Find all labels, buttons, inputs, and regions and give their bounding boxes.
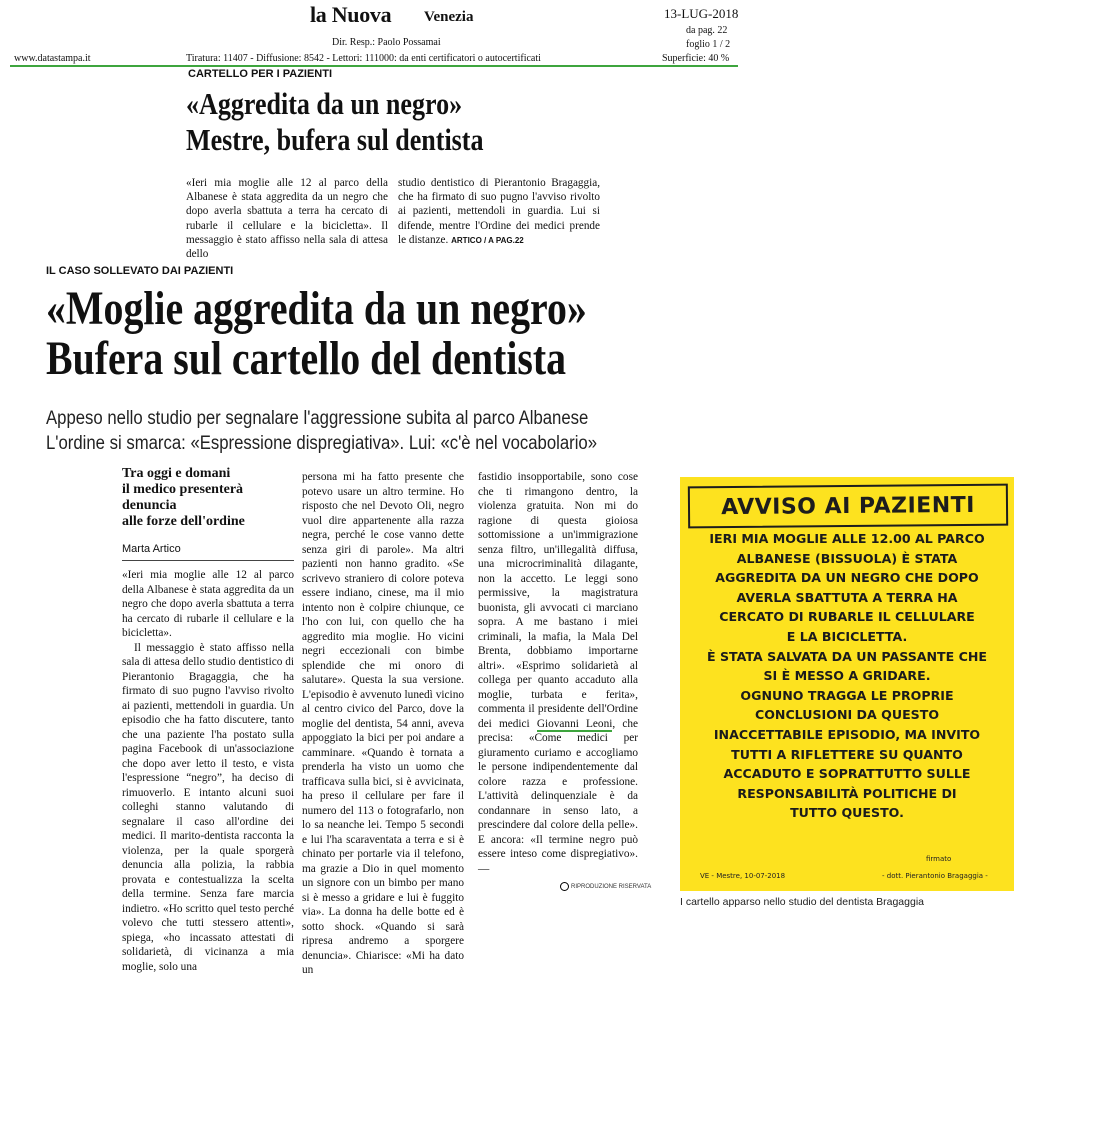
photo-caption: I cartello apparso nello studio del dentista Bragaggia (680, 896, 924, 908)
notice-line: ALBANESE (BISSUOLA) È STATA (736, 550, 958, 566)
column-1-paragraph-1: «Ieri mia moglie alle 12 al parco della Albanese è stata aggredita da un negro che dopo averla sbattuta a terra ha cercato di rubarle il cellulare e la bicicletta». (122, 569, 294, 639)
masthead: la Nuova (310, 2, 392, 27)
column-3-text-after: , che precisa: «Come medici per giuramento curiamo e accogliamo le persone indipendentemente dal colore razza e professione. L'attività delinquenziale è da condannare in senso lato, a prescindere dal colore della pelle». E ancora: «Il termine negro può essere inteso come dispregiativo». — (478, 717, 638, 875)
teaser-title-line1: «Aggredita da un negro» (186, 86, 463, 121)
notice-line: ACCADUTO E SOPRATTUTTO SULLE (723, 766, 971, 782)
article-kicker: IL CASO SOLLEVATO DAI PAZIENTI (46, 265, 234, 277)
column-2-paragraph: persona mi ha fatto presente che potevo usare un altro termine. Ho risposto che nel Devoto Oli, negro vuol dire appartenente alla razza negra, perché le cose vanno dette senza giri di parole». Ma altri pazienti non hanno gradito. «Se scrivevo straniero di colore poteva essere indiano, cinese, ma il mio intento non è colpire chiunque, ce l'ho con lui, con quello che ha aggredito mia moglie. Ho vicini negri eccezionali con bimbe splendide che mi onoro di salutare». Questa la sua versione. L'episodio è avvenuto lunedì vicino al centro civico del Parco, dove la moglie del dentista, 54 anni, aveva appoggiato la bici per poi andare a camminare. «Quando è tornata a prenderla ha visto un uomo che trafficava sulla bici, si è avvicinata, ha preso il cellulare per fare il numero del 113 o fotografarlo, non lo sa neanche lei. Tempo 5 secondi e lui l'ha scaraventata a terra e si è chinato per portarle via il telefono, ma grazie a Dio in quel momento un signore con un bimbo per mano si è messo a gridare e lui è fuggito via». La donna ha delle botte ed è sotto shock. «Quando si sarà ripresa andremo a sporgere denuncia». Chiarisce: «Mi ha dato un (302, 471, 464, 976)
sheet-number: foglio 1 / 2 (686, 39, 731, 50)
notice-heading: AVVISO AI PAZIENTI (688, 484, 1008, 529)
summary-line3: denuncia (122, 498, 177, 513)
teaser-title (186, 86, 484, 158)
notice-signed-label: firmato (926, 855, 952, 863)
column-3-paragraph (478, 470, 638, 876)
surface-info: Superficie: 40 % (662, 53, 730, 64)
director: Dir. Resp.: Paolo Possamai (332, 37, 441, 48)
teaser-column-2-text: studio dentistico di Pierantonio Bragaggia, che ha firmato di suo pugno l'avviso rivolto ai pazienti, mettendoli in guardia. Lui si difende, mentre l'Ordine dei medici prende le distanze. (398, 177, 600, 246)
notice-line: RESPONSABILITÀ POLITICHE DI (737, 785, 957, 801)
summary-line1: Tra oggi e domani (122, 466, 231, 481)
notice-photo (680, 477, 1014, 891)
column-1-paragraph-2: Il messaggio è stato affisso nella sala di attesa dello studio dentistico di Pierantonio Bragaggia, che ha firmato di suo pugno l'avviso rivolto ai pazienti, mettendoli in guardia. Un episodio che ha fatto discutere, tanto che una paziente l'ha postato sulla pagina Facebook di un'associazione che dopo aver letto il testo, e vista l'espressione “negro”, ha deciso di rimuoverlo. E intanto alcuni suoi colleghi stanno valutando di segnalare il caso all'ordine dei medici. Il marito-dentista racconta la violenza, per la quale sporgerà denuncia alla polizia, la rabbia provata e contestualizza la scelta della termine. Senza fare marcia indietro. «Ho scritto quel testo perché volevo che tutti stessero attenti», spiega, «ho incassato attestati di solidarietà, di vicinanza a mia moglie, solo una (122, 641, 294, 973)
notice-line: AGGREDITA DA UN NEGRO CHE DOPO (715, 570, 979, 586)
article-subtitle-line2: L'ordine si smarca: «Espressione dispregiativa». Lui: «c'è nel vocabolario» (46, 433, 598, 454)
article-subtitle (46, 406, 597, 456)
copyright-text: RIPRODUZIONE RISERVATA (571, 884, 652, 891)
teaser-page-ref: ARTICO / A PAG.22 (451, 235, 524, 245)
article-column-3 (478, 470, 638, 876)
notice-line: TUTTI A RIFLETTERE SU QUANTO (731, 746, 963, 762)
article-title-line2: Bufera sul cartello del dentista (46, 332, 567, 385)
highlighted-name: Giovanni Leoni (536, 717, 613, 730)
column-3-text-before: fastidio insopportabile, sono cose che ti rimangono dentro, la violenza gratuita. Non mi do ragione di questa gioiosa sottomissione a un'immigrazione senza filtro, un'illegalità diffusa, una microcriminalità dilagante, non la accetto. Le leggi sono permissive, la magistratura buonista, gli avvocati ci marciano sopra. A me bastano i miei criminali, la mafia, la Mala Del Brenta, dobbiamo importarne altri». «Esprimo solidarietà al collega per quanto accaduto alla moglie, turbata e ferita», commenta il presidente dell'Ordine dei medici (478, 471, 638, 730)
copyright-note (560, 882, 651, 891)
article-title-line1: «Moglie aggredita da un negro» (46, 282, 587, 335)
article-title (46, 284, 587, 384)
site-link[interactable]: www.datastampa.it (14, 53, 91, 64)
notice-line: AVERLA SBATTUTA A TERRA HA (736, 589, 958, 605)
teaser-title-line2: Mestre, bufera sul dentista (186, 122, 484, 157)
edition: Venezia (424, 9, 474, 25)
notice-line: INACCETTABILE EPISODIO, MA INVITO (713, 726, 981, 742)
notice-line: E LA BICICLETTA. (786, 628, 908, 644)
teaser-column-1: «Ieri mia moglie alle 12 al parco della Albanese è stata aggredita da un negro che dopo averla sbattuta a terra ha cercato di rubarle il cellulare e la bicicletta». Il messaggio è stato affisso nella sala di attesa dello (186, 177, 388, 261)
issue-date: 13-LUG-2018 (664, 6, 739, 21)
notice-line: È STATA SALVATA DA UN PASSANTE CHE (706, 648, 988, 664)
notice-signature: - dott. Pierantonio Bragaggia - (882, 872, 988, 880)
notice-body (686, 529, 1008, 823)
article-column-2 (302, 470, 464, 978)
teaser-column-2 (398, 176, 600, 248)
byline-divider (122, 560, 294, 561)
notice-line: SI È MESSO A GRIDARE. (763, 668, 931, 684)
summary-box (122, 466, 302, 530)
notice-line: TUTTO QUESTO. (790, 805, 904, 821)
page-ref: da pag. 22 (686, 25, 728, 36)
header-divider (10, 65, 738, 67)
article-column-1 (122, 568, 294, 974)
summary-line2: il medico presenterà (122, 482, 244, 497)
summary-line4: alle forze dell'ordine (122, 514, 245, 529)
notice-line: IERI MIA MOGLIE ALLE 12.00 AL PARCO (709, 531, 985, 546)
circulation-info: Tiratura: 11407 - Diffusione: 8542 - Lettori: 111000: da enti certificatori o autocertificati (186, 53, 541, 64)
notice-line: CERCATO DI RUBARLE IL CELLULARE (719, 609, 975, 625)
copyright-icon (560, 882, 569, 891)
notice-line: OGNUNO TRAGGA LE PROPRIE (740, 687, 954, 703)
notice-place-date: VE - Mestre, 10-07-2018 (700, 872, 786, 880)
author-byline: Marta Artico (122, 543, 181, 555)
article-subtitle-line1: Appeso nello studio per segnalare l'aggressione subita al parco Albanese (46, 408, 589, 429)
teaser-kicker: CARTELLO PER I PAZIENTI (188, 68, 333, 80)
notice-line: CONCLUSIONI DA QUESTO (754, 707, 940, 723)
